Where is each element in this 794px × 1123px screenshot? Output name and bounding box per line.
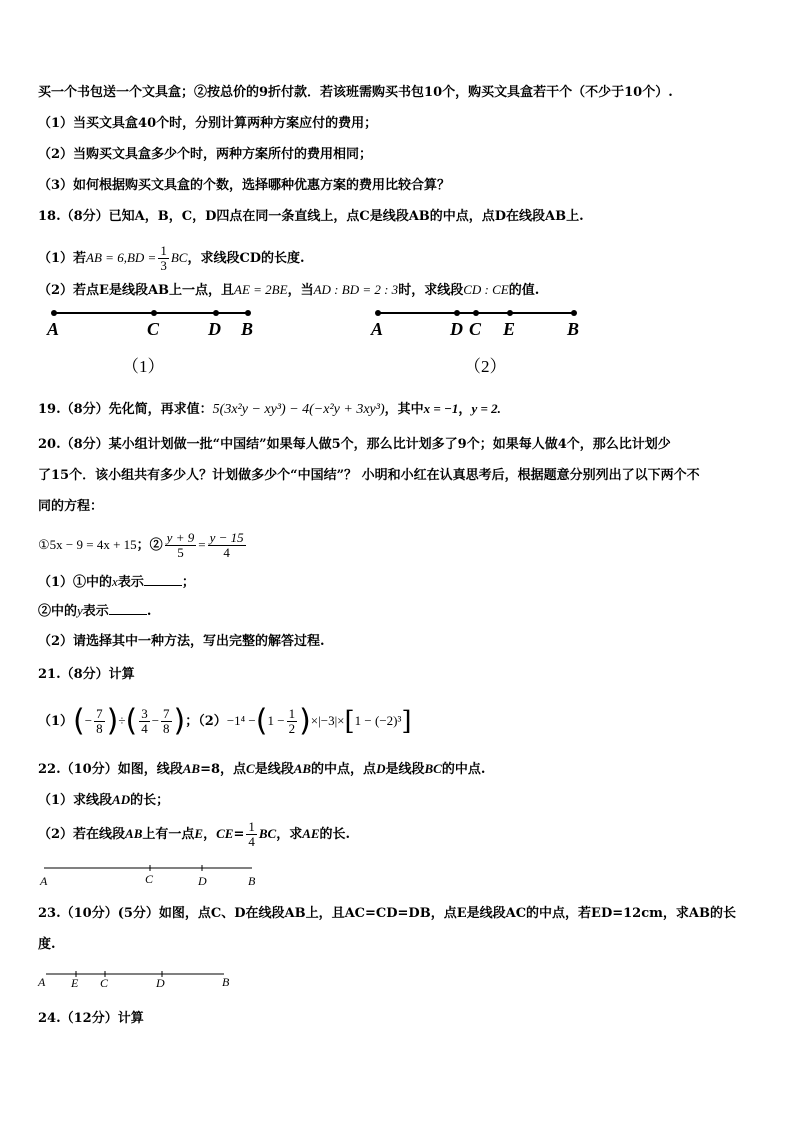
- q21-1-fraction-1: [94, 707, 105, 736]
- right-paren: ): [299, 703, 311, 739]
- q21-1-label: （1）: [38, 714, 74, 729]
- q22-2-mid-2: ，求: [276, 827, 303, 842]
- q19-y-value: y = 2.: [471, 401, 501, 416]
- q22-2-mid: 上有一点: [142, 827, 195, 842]
- label-d: D: [208, 319, 221, 339]
- q20-s1-prefix: （1）①中的: [38, 575, 113, 590]
- divide-sign: ÷: [118, 713, 126, 728]
- q22-2-ab: AB: [125, 826, 143, 841]
- figure-2: [370, 310, 579, 376]
- q22-1-ad: AD: [112, 792, 131, 807]
- fraction-denominator: 8: [96, 721, 103, 736]
- problem-23-line-1: 23.（10分）(5分）如图，点C、D在线段AB上，且AC=CD=DB，点E是线段AC的中点，若ED=12cm，求AB的长: [38, 906, 736, 921]
- problem-17-part-1: （1）当买文具盒40个时，分别计算两种方案应付的费用；: [38, 116, 378, 131]
- q20-s1-label: 表示: [117, 575, 144, 590]
- problem-20-line-3: 同的方程：: [38, 499, 104, 514]
- q20-equation-2-left: [165, 531, 197, 560]
- label-b: B: [222, 975, 230, 989]
- q19-mid: ，其中: [384, 402, 424, 417]
- fraction-numerator: 7: [163, 706, 170, 721]
- right-paren: ): [173, 703, 186, 739]
- q23-figure: [36, 966, 246, 994]
- point-e: [507, 310, 513, 316]
- label-e: E: [503, 319, 516, 339]
- q22-end: 的中点.: [441, 762, 486, 777]
- fraction-denominator: 2: [288, 721, 296, 736]
- label-b: B: [567, 319, 580, 339]
- q19-expression: 5(3x²y − xy³) − 4(−x²y + 3xy³): [212, 402, 385, 417]
- problem-20-equations: [38, 527, 248, 563]
- problem-20-sub-1b: [38, 602, 151, 621]
- q18-1-math-b: BC: [170, 250, 188, 265]
- problem-21-expressions: [38, 698, 412, 744]
- problem-19: [38, 396, 501, 422]
- q20-equation-2-right: [208, 531, 246, 560]
- point-d: [213, 310, 219, 316]
- fraction-numerator: 3: [141, 706, 148, 721]
- figure-2-caption: （2）: [464, 357, 507, 376]
- label-a: A: [40, 874, 48, 888]
- q21-2-part-d: 1 − (−2)³: [354, 713, 402, 728]
- fraction-denominator: 4: [223, 545, 230, 560]
- answer-blank[interactable]: [109, 602, 147, 615]
- problem-22-stem: [38, 760, 485, 779]
- figure-1-caption: （1）: [122, 357, 165, 376]
- q22-2-ae: AE: [302, 826, 320, 841]
- problem-18-part-1: [38, 240, 305, 276]
- problem-24-stem: 24.（12分）计算: [38, 1011, 144, 1026]
- q22-2-fraction: [246, 820, 257, 849]
- fraction-denominator: 8: [163, 721, 170, 736]
- label-c: C: [469, 319, 482, 339]
- fraction-numerator: 7: [96, 706, 103, 721]
- right-bracket: ]: [401, 706, 412, 737]
- problem-17-tail: 买一个书包送一个文具盒；②按总价的9折付款．若该班需购买书包10个，购买文具盒若干个（不少于10个）.: [38, 85, 673, 100]
- point-a: [51, 310, 57, 316]
- point-a: [375, 310, 381, 316]
- q20-s2-variable: y: [77, 603, 83, 618]
- label-d: D: [450, 319, 463, 339]
- q22-ab-2: AB: [293, 761, 312, 776]
- answer-blank[interactable]: [144, 573, 182, 586]
- q18-2-suffix: 的值.: [508, 283, 540, 298]
- q18-2-mid-2: 时，求线段: [398, 283, 464, 298]
- label-c: C: [100, 976, 109, 990]
- problem-20-line-1: 20.（8分）某小组计划做一批“中国结”如果每人做5个，那么比计划多了9个；如果每人做4个，那么比计划少: [38, 437, 671, 452]
- problem-21-stem: 21.（8分）计算: [38, 667, 135, 682]
- problem-20-sub-1: [38, 573, 195, 592]
- fraction-numerator: 1: [248, 819, 255, 834]
- q21-1-fraction-2: [139, 707, 150, 736]
- point-b: [245, 310, 251, 316]
- left-bracket: [: [344, 706, 355, 737]
- minus-sign: −: [151, 713, 160, 728]
- q22-2-ce: CE: [216, 826, 234, 841]
- label-c: C: [147, 319, 160, 339]
- fraction-numerator: y − 15: [209, 530, 244, 545]
- problem-22-part-1: [38, 791, 169, 810]
- label-c: C: [145, 872, 154, 886]
- problem-17-part-3: （3）如何根据购买文具盒的个数，选择哪种优惠方案的费用比较合算？: [38, 178, 451, 193]
- label-d: D: [156, 976, 165, 990]
- q22-bc: BC: [424, 761, 442, 776]
- q20-equation-1: ①5x − 9 = 4x + 15: [38, 537, 137, 552]
- problem-18-stem: 18.（8分）已知A，B，C，D四点在同一条直线上，点C是线段AB的中点，点D在线段AB上.: [38, 209, 584, 224]
- label-b: B: [241, 319, 254, 339]
- point-c: [473, 310, 479, 316]
- q20-s1-variable: x: [112, 574, 118, 589]
- q18-2-mid: ，当: [287, 283, 314, 298]
- q22-mid-2: 的中点，点: [311, 762, 377, 777]
- q20-s2-label: 表示: [82, 604, 109, 619]
- fraction-numerator: y + 9: [166, 530, 195, 545]
- q21-2-part-a: −1⁴ −: [226, 713, 256, 728]
- q22-eq: =8，点: [200, 762, 247, 777]
- fraction-denominator: 3: [160, 258, 167, 273]
- q19-prefix: 19.（8分）先化简，再求值：: [38, 402, 213, 417]
- q21-separator: ；: [185, 714, 199, 729]
- q22-2-suffix: 的长.: [319, 827, 351, 842]
- q21-2-part-c: ×|−3|×: [310, 713, 345, 728]
- q22-1-suffix: 的长；: [130, 793, 170, 808]
- point-b: [571, 310, 577, 316]
- q22-2-comma: ，: [203, 827, 217, 842]
- q20-equals: =: [198, 537, 206, 552]
- q22-d: D: [376, 761, 386, 776]
- q20-s2-prefix: ②中的: [38, 604, 78, 619]
- q20-equation-separator: ；②: [136, 538, 163, 553]
- q22-mid: 是线段: [254, 762, 294, 777]
- fraction-numerator: 1: [288, 706, 296, 721]
- q22-2-eq: =: [233, 827, 245, 842]
- q22-1-prefix: （1）求线段: [38, 793, 113, 808]
- q21-2-label: （2）: [198, 714, 227, 729]
- q22-2-e: E: [194, 826, 204, 841]
- q22-ab: AB: [182, 761, 201, 776]
- fraction-numerator: 1: [160, 243, 167, 258]
- q20-s1-end: ；: [181, 575, 195, 590]
- q19-x-value: x = −1: [423, 401, 459, 416]
- q22-2-bc: BC: [258, 826, 277, 841]
- q21-1-fraction-3: [161, 707, 172, 736]
- q22-figure: [38, 860, 278, 892]
- q20-s2-end: .: [146, 604, 152, 619]
- problem-22-part-2: [38, 815, 350, 853]
- q18-2-prefix: （2）若点E是线段AB上一点，且: [38, 283, 235, 298]
- q22-c: C: [246, 761, 255, 776]
- q18-2-math-2: AD : BD = 2 : 3: [313, 282, 399, 297]
- q22-prefix: 22.（10分）如图，线段: [38, 762, 183, 777]
- minus-sign: −: [84, 713, 93, 728]
- q19-separator: ，: [458, 402, 472, 417]
- q18-1-fraction: [158, 244, 169, 273]
- label-a: A: [47, 319, 60, 339]
- problem-17-part-2: （2）当购买文具盒多少个时，两种方案所付的费用相同；: [38, 147, 373, 162]
- figure-1: [46, 310, 253, 376]
- problem-18-part-2: [38, 281, 539, 300]
- q22-mid-3: 是线段: [385, 762, 425, 777]
- problem-20-line-2: 了15个．该小组共有多少人？计划做多少个“中国结”？ 小明和小红在认真思考后，根据题意分别列出了以下两个不: [38, 468, 700, 483]
- label-b: B: [248, 874, 256, 888]
- fraction-denominator: 4: [248, 834, 255, 849]
- fraction-denominator: 4: [141, 721, 148, 736]
- q18-2-math-3: CD : CE: [463, 282, 509, 297]
- label-d: D: [198, 874, 207, 888]
- point-c: [151, 310, 157, 316]
- problem-20-sub-2: （2）请选择其中一种方法，写出完整的解答过程.: [38, 634, 325, 649]
- left-paren: (: [73, 703, 85, 739]
- q18-1-suffix: ，求线段CD的长度.: [187, 251, 305, 266]
- label-a: A: [371, 319, 384, 339]
- label-e: E: [71, 976, 79, 990]
- point-d: [454, 310, 460, 316]
- fraction-denominator: 5: [177, 545, 184, 560]
- right-paren: ): [106, 703, 119, 739]
- left-paren: (: [255, 703, 268, 739]
- problem-23-line-2: 度.: [38, 937, 56, 952]
- q18-1-prefix: （1）若: [38, 251, 87, 266]
- q18-2-math-1: AE = 2BE: [234, 282, 288, 297]
- q18-figures: [40, 302, 600, 382]
- q22-2-prefix: （2）若在线段: [38, 827, 126, 842]
- q21-2-fraction: [287, 707, 298, 736]
- q21-2-part-b: 1 −: [267, 713, 285, 728]
- label-a: A: [38, 975, 46, 989]
- q18-1-math-a: AB = 6,BD =: [86, 250, 157, 265]
- left-paren: (: [125, 703, 138, 739]
